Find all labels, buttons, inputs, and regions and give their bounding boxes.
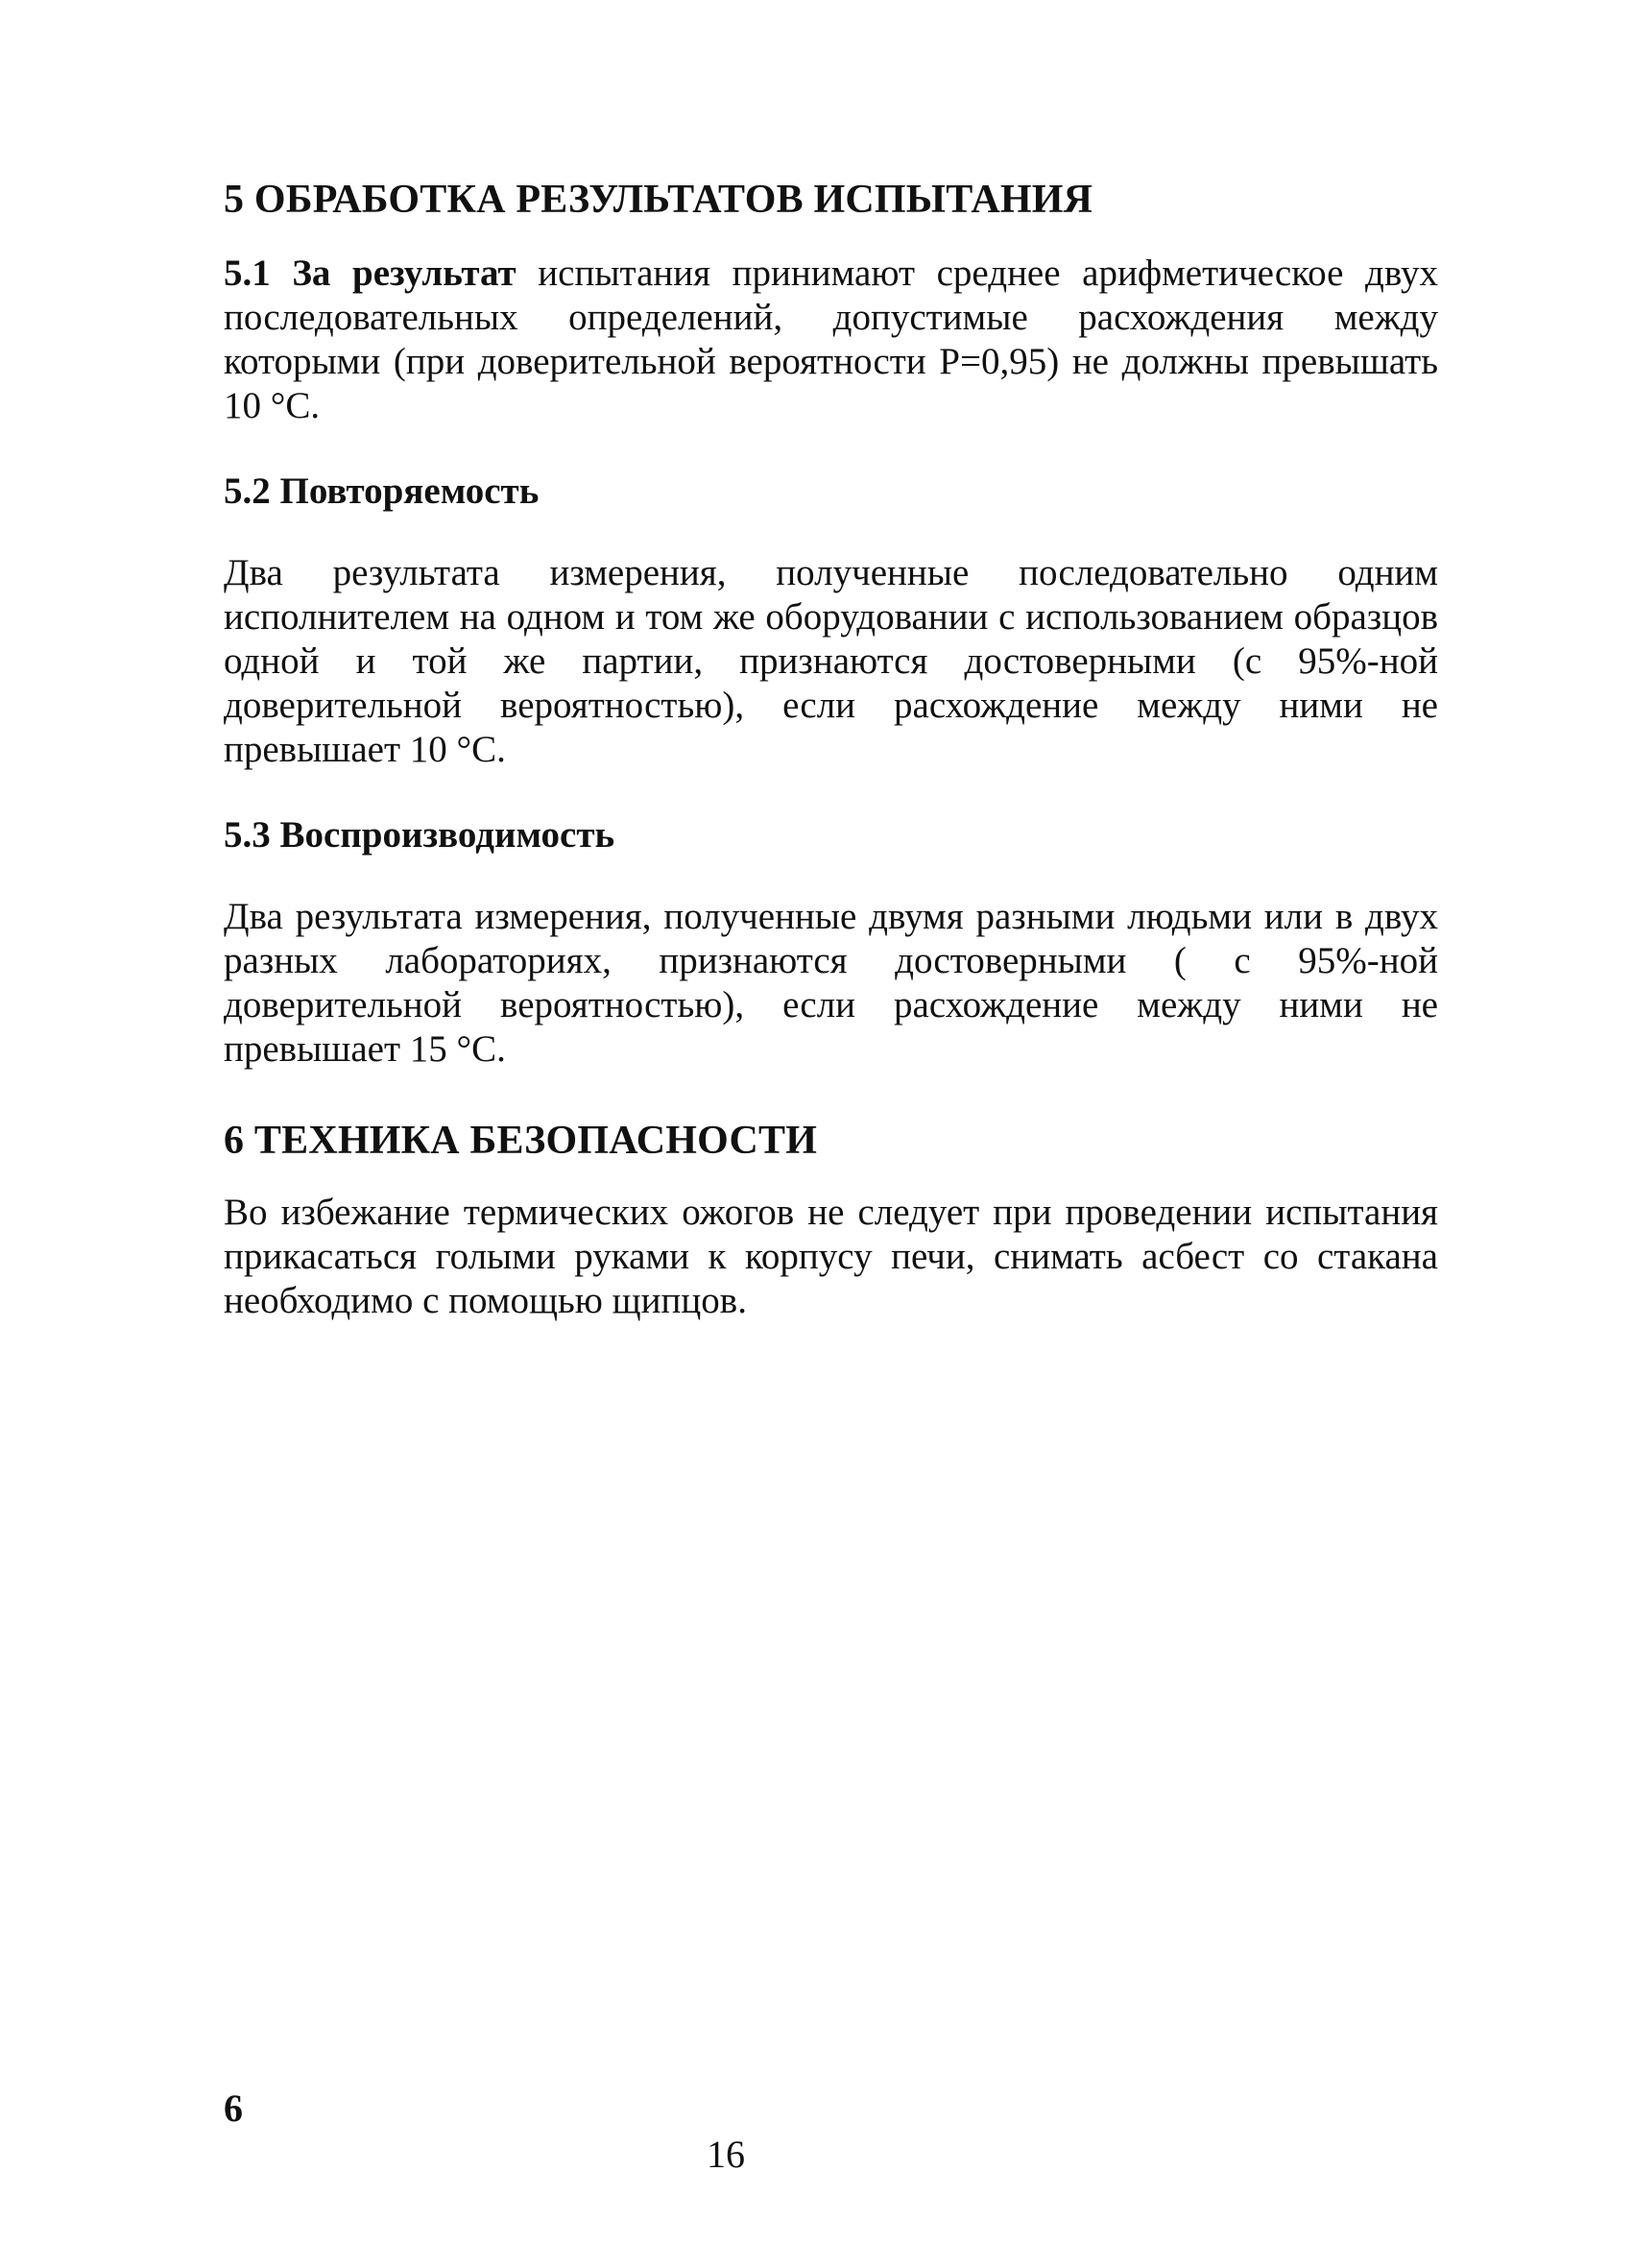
paragraph-5-3: Два результата измерения, полученные двумя разными людьми или в двух разных лабораториях, признаются достоверными ( с 95%-ной доверительной вероятностью), если расхождение между ними не превышает 15 °С. (224, 896, 1438, 1070)
subsection-5-2-heading: 5.2 Повторяемость (224, 470, 540, 512)
section-5-heading: 5 ОБРАБОТКА РЕЗУЛЬТАТОВ ИСПЫТАНИЯ (224, 178, 1093, 222)
page-content (224, 175, 1438, 1323)
paragraph-6: Во избежание термических ожогов не следует при проведении испытания прикасаться голыми руками к корпусу печи, снимать асбест со стакана необходимо с помощью щипцов. (224, 1192, 1438, 1321)
paragraph-5-2: Два результата измерения, полученные последовательно одним исполнителем на одном и том же оборудовании с использованием образцов одной и той же партии, признаются достоверными (с 95%-ной доверительной вероятностью), если расхождение между ними не превышает 10 °С. (224, 552, 1438, 770)
paragraph-5-1-lead: 5.1 За результат (224, 253, 516, 294)
section-6-heading: 6 ТЕХНИКА БЕЗОПАСНОСТИ (224, 1119, 818, 1163)
page-number-left: 6 (224, 2087, 243, 2130)
page-number-center: 16 (707, 2133, 745, 2176)
subsection-5-3-heading: 5.3 Воспроизводимость (224, 814, 615, 856)
paragraph-5-1 (224, 252, 1438, 428)
paragraph-5-1-text: испытания принимают среднее арифметическое двух последовательных определений, допустимые расхождения между которыми (при доверительной вероятности Р=0,95) не должны превышать 10 °С. (224, 253, 1438, 426)
